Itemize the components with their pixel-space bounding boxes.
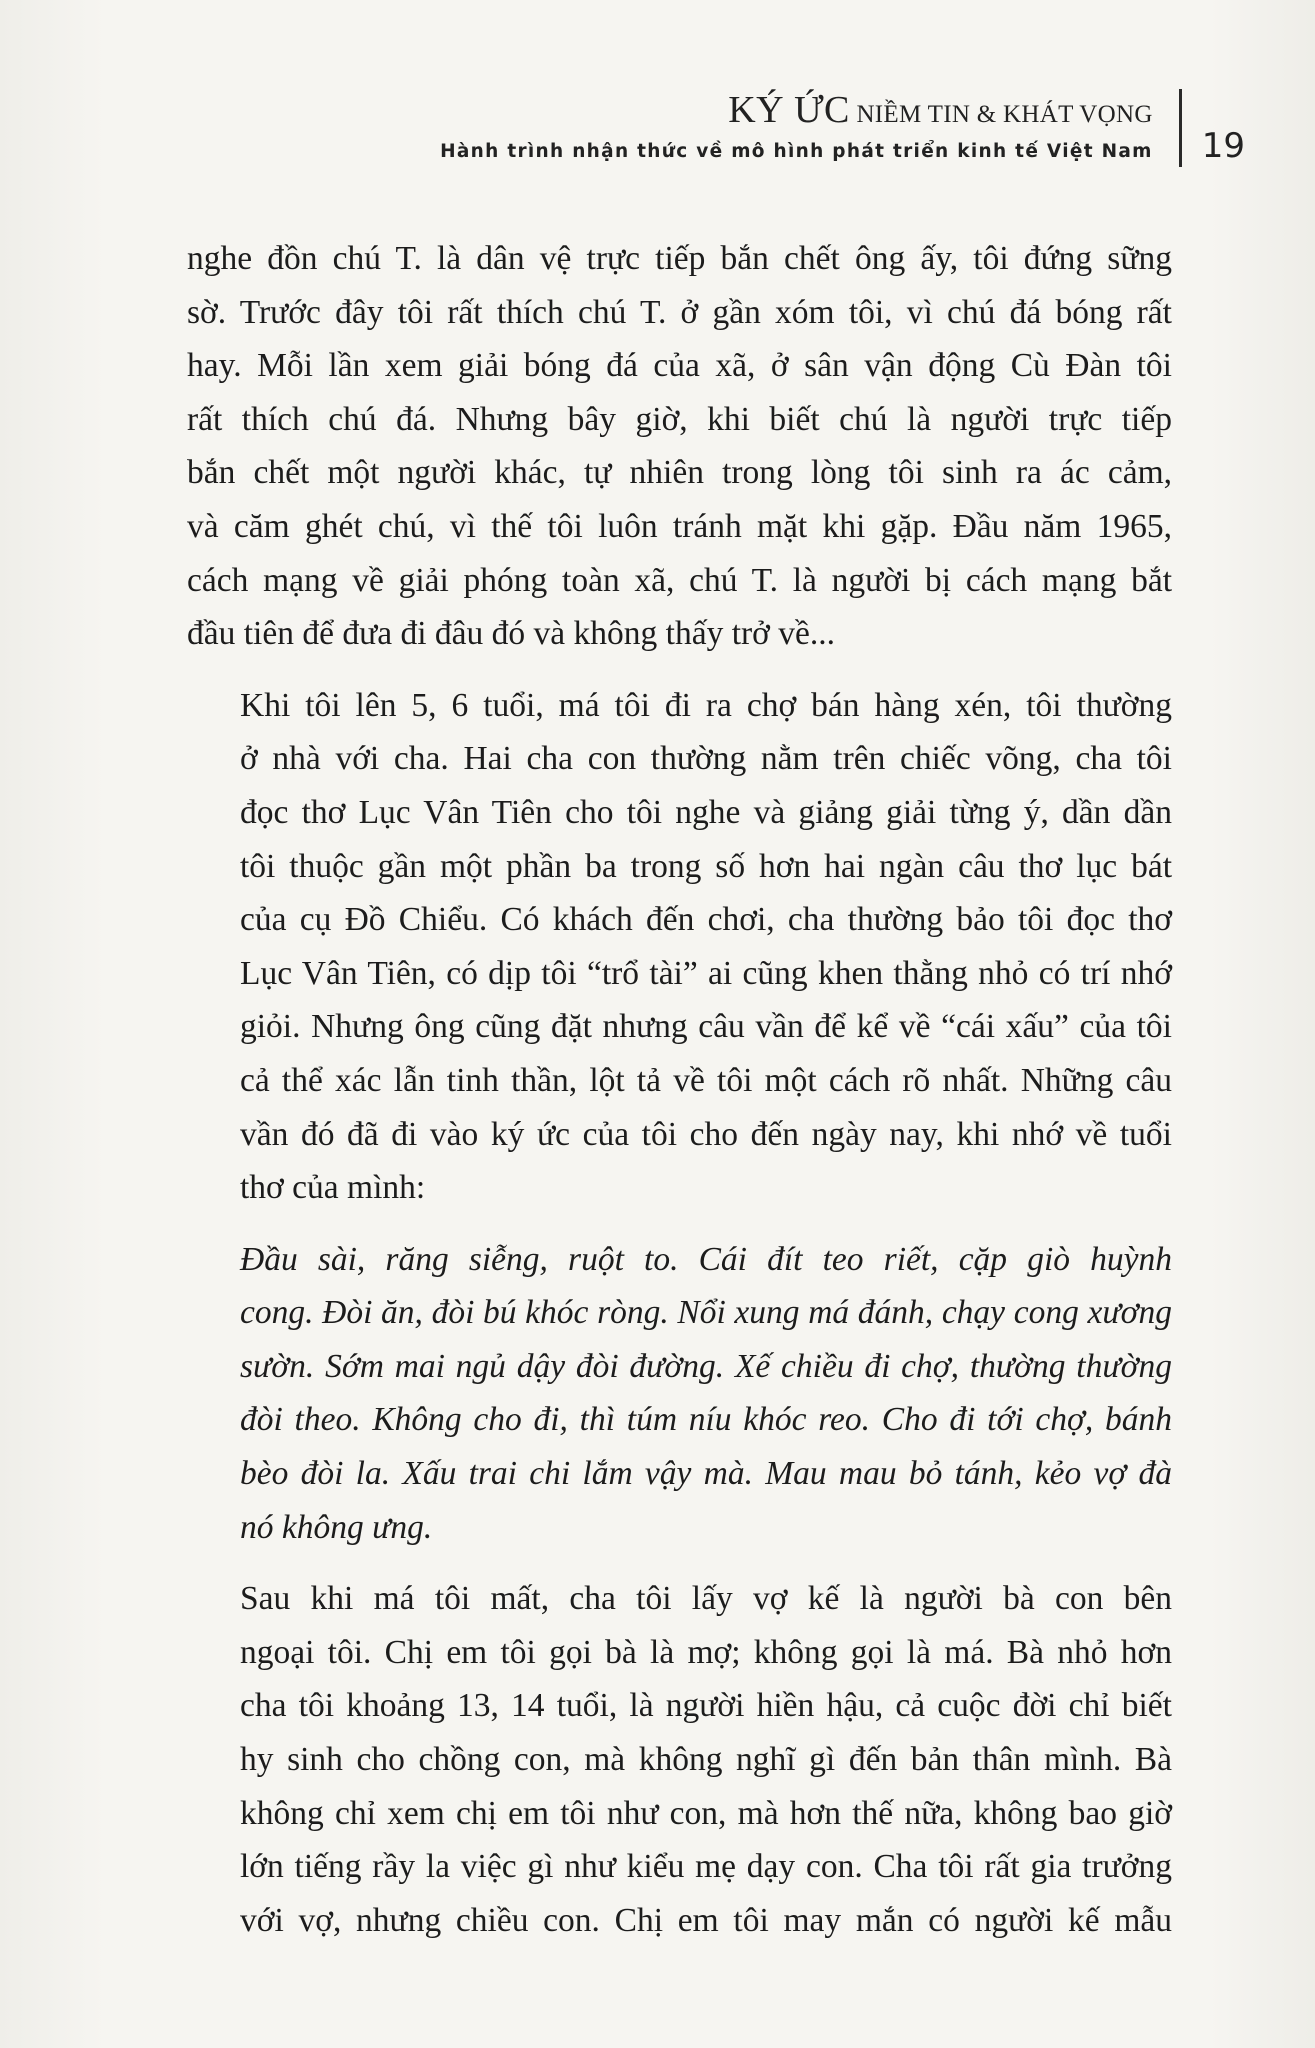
text-line: đọc thơ Lục Vân Tiên cho tôi nghe và giảng giải từng ý, dần dần bbox=[240, 793, 1172, 831]
page-number: 19 bbox=[1201, 126, 1245, 166]
text-line: Lục Vân Tiên, có dịp tôi “trổ tài” ai cũng khen thằng nhỏ có trí nhớ bbox=[240, 954, 1172, 992]
text-line: thơ của mình: bbox=[240, 1169, 426, 1207]
book-title-secondary: NIỀM TIN & KHÁT VỌNG bbox=[849, 100, 1153, 128]
text-line: đầu tiên để đưa đi đâu đó và không thấy trở về... bbox=[187, 615, 836, 653]
paragraph-2 bbox=[187, 679, 1172, 1215]
text-line: bắn chết một người khác, tự nhiên trong lòng tôi sinh ra ác cảm, bbox=[187, 454, 1172, 492]
quoted-verse bbox=[187, 1233, 1172, 1555]
verse-line: sườn. Sớm mai ngủ dậy đòi đường. Xế chiều đi chợ, thường thường bbox=[240, 1347, 1172, 1385]
verse-line: cong. Đòi ăn, đòi bú khóc ròng. Nổi xung má đánh, chạy cong xương bbox=[240, 1294, 1172, 1332]
text-line: của cụ Đồ Chiểu. Có khách đến chơi, cha thường bảo tôi đọc thơ bbox=[240, 901, 1172, 939]
text-line: sờ. Trước đây tôi rất thích chú T. ở gần xóm tôi, vì chú đá bóng rất bbox=[187, 293, 1172, 331]
paragraph-1 bbox=[187, 232, 1172, 661]
text-line: cả thể xác lẫn tinh thần, lột tả về tôi một cách rõ nhất. Những câu bbox=[240, 1061, 1172, 1099]
text-line: rất thích chú đá. Nhưng bây giờ, khi biết chú là người trực tiếp bbox=[187, 400, 1172, 438]
verse-line: nó không ưng. bbox=[240, 1508, 433, 1546]
text-line: không chỉ xem chị em tôi như con, mà hơn thế nữa, không bao giờ bbox=[240, 1794, 1172, 1832]
verse-line: Đầu sài, răng siễng, ruột to. Cái đít teo riết, cặp giò huỳnh bbox=[240, 1240, 1172, 1278]
text-line: tôi thuộc gần một phần ba trong số hơn hai ngàn câu thơ lục bát bbox=[240, 847, 1172, 885]
book-title bbox=[440, 88, 1153, 134]
running-header bbox=[440, 88, 1245, 168]
book-title-main: KÝ ỨC bbox=[728, 88, 850, 131]
text-line: Khi tôi lên 5, 6 tuổi, má tôi đi ra chợ bán hàng xén, tôi thường bbox=[240, 686, 1172, 724]
verse-line: đòi theo. Không cho đi, thì túm níu khóc reo. Cho đi tới chợ, bánh bbox=[240, 1401, 1172, 1439]
text-line: nghe đồn chú T. là dân vệ trực tiếp bắn chết ông ấy, tôi đứng sững bbox=[187, 240, 1172, 277]
text-line: và căm ghét chú, vì thế tôi luôn tránh mặt khi gặp. Đầu năm 1965, bbox=[187, 507, 1172, 545]
header-divider bbox=[1179, 89, 1182, 167]
text-line: với vợ, nhưng chiều con. Chị em tôi may mắn có người kế mẫu bbox=[240, 1901, 1172, 1939]
text-line: cha tôi khoảng 13, 14 tuổi, là người hiền hậu, cả cuộc đời chỉ biết bbox=[240, 1687, 1172, 1725]
body-text bbox=[187, 232, 1172, 1947]
text-line: cách mạng về giải phóng toàn xã, chú T. là người bị cách mạng bắt bbox=[187, 561, 1172, 599]
paragraph-3 bbox=[187, 1572, 1172, 1947]
text-line: vần đó đã đi vào ký ức của tôi cho đến ngày nay, khi nhớ về tuổi bbox=[240, 1115, 1172, 1153]
text-line: hay. Mỗi lần xem giải bóng đá của xã, ở sân vận động Cù Đàn tôi bbox=[187, 347, 1172, 385]
text-line: ở nhà với cha. Hai cha con thường nằm trên chiếc võng, cha tôi bbox=[240, 740, 1172, 778]
text-line: Sau khi má tôi mất, cha tôi lấy vợ kế là người bà con bên bbox=[240, 1580, 1172, 1618]
verse-line: bèo đòi la. Xấu trai chi lắm vậy mà. Mau mau bỏ tánh, kẻo vợ đà bbox=[240, 1455, 1172, 1493]
text-line: lớn tiếng rầy la việc gì như kiểu mẹ dạy con. Cha tôi rất gia trưởng bbox=[240, 1848, 1172, 1886]
book-subtitle: Hành trình nhận thức về mô hình phát triển kinh tế Việt Nam bbox=[440, 140, 1153, 162]
header-titles bbox=[440, 88, 1153, 166]
text-line: giỏi. Nhưng ông cũng đặt nhưng câu vần để kể về “cái xấu” của tôi bbox=[240, 1008, 1172, 1046]
text-line: hy sinh cho chồng con, mà không nghĩ gì đến bản thân mình. Bà bbox=[240, 1741, 1172, 1779]
text-line: ngoại tôi. Chị em tôi gọi bà là mợ; không gọi là má. Bà nhỏ hơn bbox=[240, 1633, 1172, 1671]
